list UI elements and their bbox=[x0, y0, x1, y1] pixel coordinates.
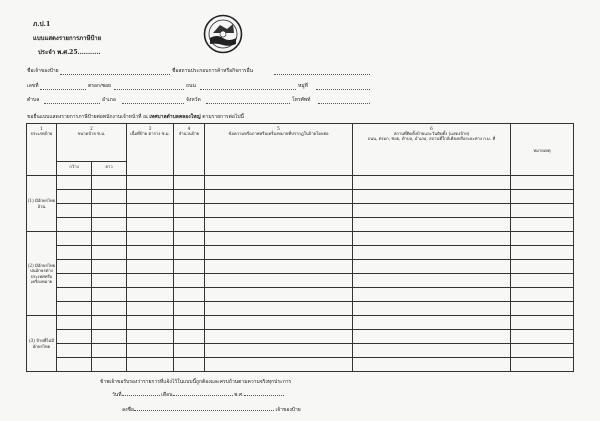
date-day-label: วันที่ bbox=[112, 392, 122, 398]
col-sub-width: กว้าง bbox=[57, 162, 92, 176]
intro-prefix: ขอยื่นแบบแสดงรายการภาษีป้ายต่อพนักงานเจ้าหน้าที่ ณ bbox=[27, 114, 148, 120]
sign-label: ลงชื่อ bbox=[122, 407, 134, 413]
col-header-type: 1 ประเภทป้าย bbox=[27, 124, 57, 176]
form-code: ภ.ป.1 bbox=[33, 20, 51, 28]
soi-label: ตรอก/ซอย bbox=[88, 83, 111, 89]
province-label: จังหวัด bbox=[186, 97, 201, 103]
col-header-remarks: หมายเหตุ bbox=[511, 124, 574, 176]
intro-office: เทศบาลตำบลคลองใหญ่ bbox=[149, 114, 201, 120]
signature-line bbox=[122, 406, 301, 414]
col-header-count: 4 จำนวนป้าย bbox=[174, 124, 205, 176]
address-no-label: เลขที่ bbox=[27, 83, 39, 89]
intro-text bbox=[27, 113, 244, 121]
date-month-label: เดือน bbox=[161, 392, 173, 398]
col-header-size: 2 ขนาดป้าย ซ.ม. bbox=[57, 124, 127, 162]
moo-label: หมู่ที่ bbox=[298, 83, 308, 89]
intro-suffix: ตามรายการต่อไปนี้ bbox=[202, 114, 244, 120]
municipal-seal-icon bbox=[203, 14, 243, 54]
sign-role: เจ้าของป้าย bbox=[275, 407, 301, 413]
sign-tax-table bbox=[26, 123, 574, 372]
form-title: แบบแสดงรายการภาษีป้าย bbox=[33, 35, 102, 42]
business-name-label: ชื่อสถานประกอบการค้าหรือกิจการอื่น bbox=[172, 68, 254, 74]
col-header-message: 5 ข้อความหรือภาพหรือเครื่องหมายที่ปรากฏในป้ายโดยย่อ bbox=[205, 124, 353, 176]
col-header-area: 3 เนื้อที่ป้าย ตาราง ซ.ม. bbox=[127, 124, 174, 176]
tambon-label: ตำบล bbox=[27, 97, 40, 103]
date-year-label: พ.ศ. bbox=[234, 392, 244, 398]
col-sub-length: ยาว bbox=[92, 162, 127, 176]
road-label: ถนน bbox=[186, 83, 196, 89]
group-no-thai: (3) ป้ายที่ไม่มีอักษรไทย bbox=[27, 316, 57, 372]
group-thai-only: (1) มีอักษรไทยล้วน bbox=[27, 176, 57, 232]
owner-name-label: ชื่อเจ้าของป้าย bbox=[27, 68, 59, 74]
date-line bbox=[112, 391, 284, 399]
certify-statement: ข้าพเจ้าขอรับรองว่ารายการที่แจ้งไว้ในแบบนี้ถูกต้องและครบถ้วนตามความจริงทุกประการ bbox=[100, 379, 292, 385]
phone-label: โทรศัพท์ bbox=[292, 97, 311, 103]
amphoe-label: อำเภอ bbox=[102, 97, 116, 103]
col-header-location: 6 สถานที่ติดตั้งป้ายและวันติดตั้ง (แสดงป้าย) ถนน, ตรอก, ซอย, ตำบล, อำเภอ, สถานที่ใกล้เคียงหรือระยะห่าง ก.ม. ที่ bbox=[353, 124, 511, 176]
group-thai-mixed: (2) มีอักษรไทยปนอักษรต่างประเทศหรือเครื่องหมาย bbox=[27, 232, 57, 316]
form-year: ประจำ พ.ศ.25........... bbox=[38, 49, 101, 56]
